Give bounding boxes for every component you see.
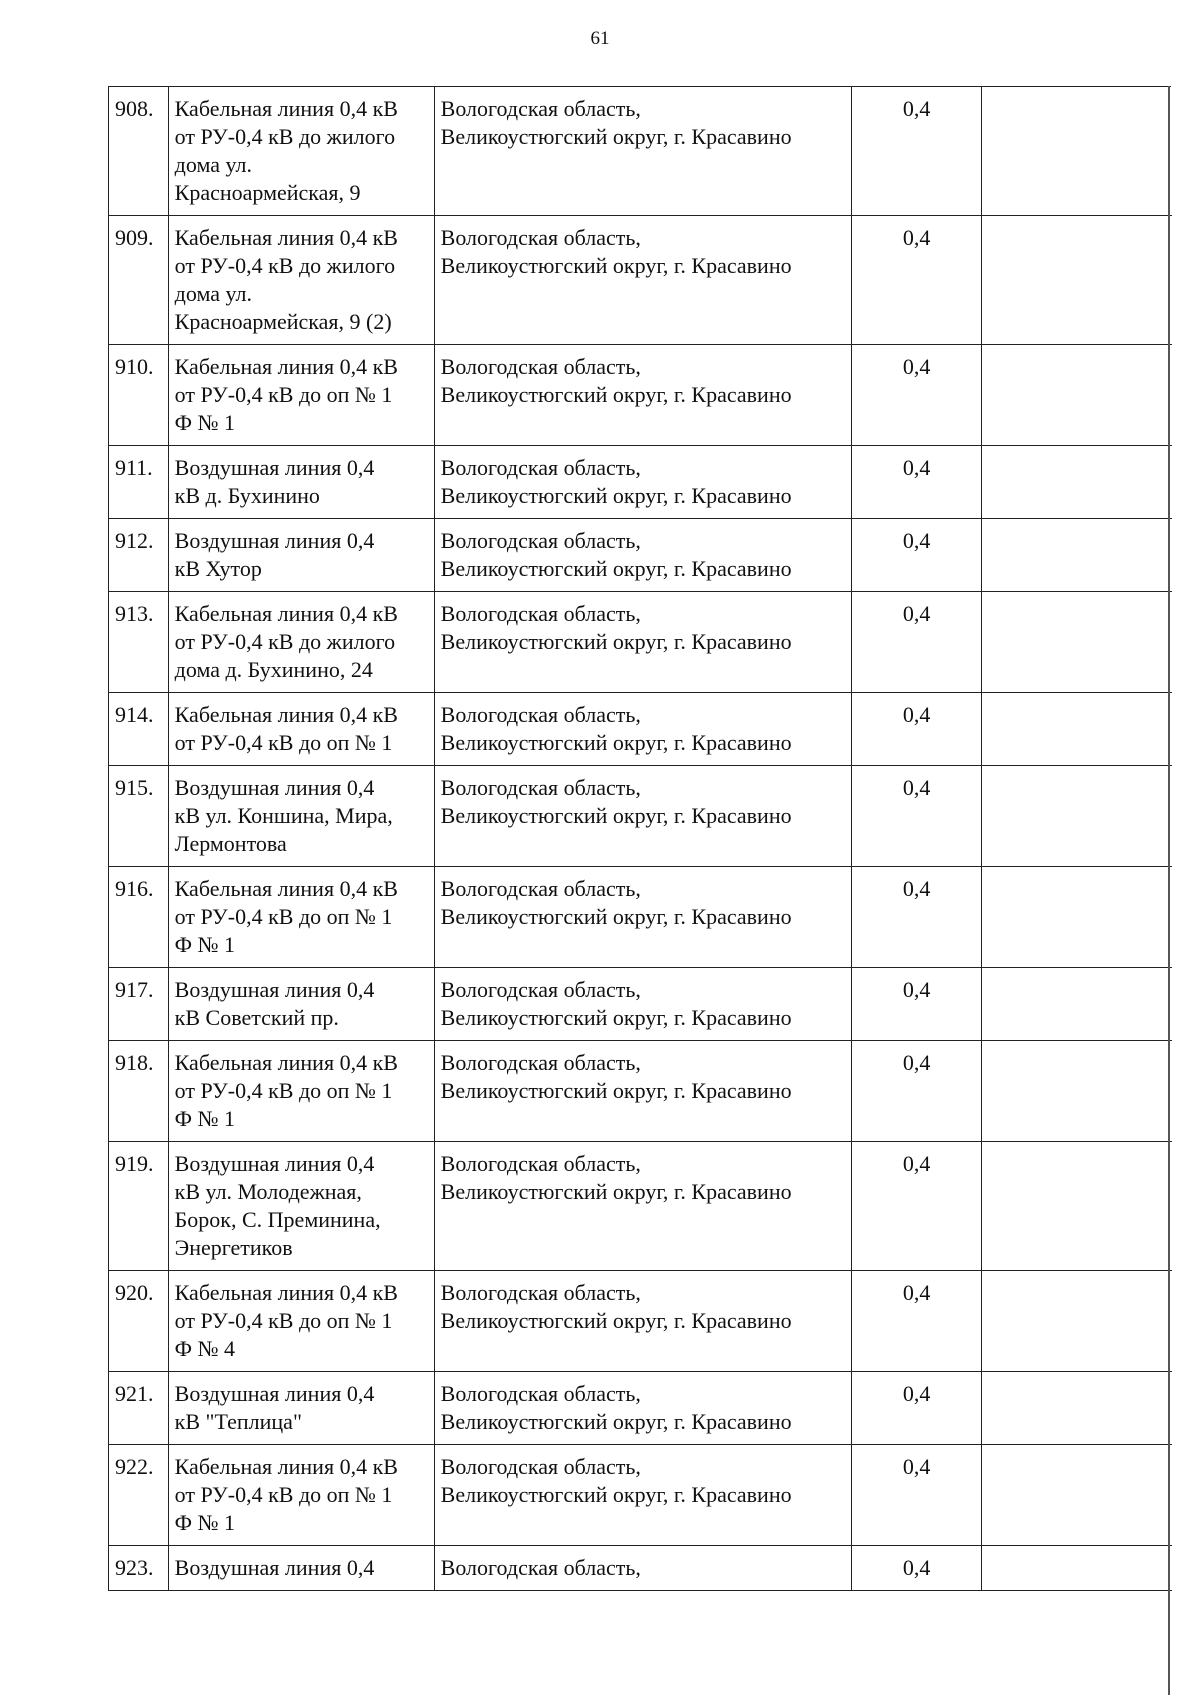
row-number: 913. — [109, 592, 169, 693]
table-row — [109, 1445, 1172, 1546]
empty-cell — [981, 216, 1171, 345]
line-name: Воздушная линия 0,4 кВ "Теплица" — [168, 1372, 434, 1445]
table-row — [109, 519, 1172, 592]
line-address: Вологодская область, Великоустюгский округ, г. Красавино — [434, 216, 852, 345]
line-voltage: 0,4 — [852, 766, 981, 867]
empty-cell — [981, 592, 1171, 693]
table-row — [109, 216, 1172, 345]
line-address: Вологодская область, Великоустюгский округ, г. Красавино — [434, 519, 852, 592]
empty-cell — [981, 1271, 1171, 1372]
line-voltage: 0,4 — [852, 1271, 981, 1372]
line-address: Вологодская область, Великоустюгский округ, г. Красавино — [434, 1041, 852, 1142]
empty-cell — [981, 446, 1171, 519]
line-name: Кабельная линия 0,4 кВ от РУ-0,4 кВ до жилого дома д. Бухинино, 24 — [168, 592, 434, 693]
line-address: Вологодская область, Великоустюгский округ, г. Красавино — [434, 968, 852, 1041]
page-number: 61 — [590, 28, 610, 49]
table-row — [109, 693, 1172, 766]
line-voltage: 0,4 — [852, 1041, 981, 1142]
line-voltage: 0,4 — [852, 446, 981, 519]
table-row — [109, 87, 1172, 216]
line-name: Воздушная линия 0,4 — [168, 1546, 434, 1591]
empty-cell — [981, 968, 1171, 1041]
empty-cell — [981, 1041, 1171, 1142]
line-address: Вологодская область, Великоустюгский округ, г. Красавино — [434, 87, 852, 216]
row-number: 923. — [109, 1546, 169, 1591]
table-row — [109, 446, 1172, 519]
line-address: Вологодская область, Великоустюгский округ, г. Красавино — [434, 1271, 852, 1372]
line-name: Кабельная линия 0,4 кВ от РУ-0,4 кВ до жилого дома ул. Красноармейская, 9 (2) — [168, 216, 434, 345]
line-name: Кабельная линия 0,4 кВ от РУ-0,4 кВ до оп № 1 Ф № 4 — [168, 1271, 434, 1372]
line-name: Воздушная линия 0,4 кВ ул. Коншина, Мира, Лермонтова — [168, 766, 434, 867]
row-number: 911. — [109, 446, 169, 519]
line-address: Вологодская область, Великоустюгский округ, г. Красавино — [434, 345, 852, 446]
line-name: Воздушная линия 0,4 кВ д. Бухинино — [168, 446, 434, 519]
empty-cell — [981, 766, 1171, 867]
table-row — [109, 1372, 1172, 1445]
line-voltage: 0,4 — [852, 1546, 981, 1591]
line-name: Воздушная линия 0,4 кВ Хутор — [168, 519, 434, 592]
empty-cell — [981, 1372, 1171, 1445]
table-row — [109, 1546, 1172, 1591]
line-address: Вологодская область, Великоустюгский округ, г. Красавино — [434, 1142, 852, 1271]
line-voltage: 0,4 — [852, 1445, 981, 1546]
line-name: Кабельная линия 0,4 кВ от РУ-0,4 кВ до оп № 1 Ф № 1 — [168, 1041, 434, 1142]
row-number: 910. — [109, 345, 169, 446]
table-row — [109, 592, 1172, 693]
row-number: 912. — [109, 519, 169, 592]
line-voltage: 0,4 — [852, 592, 981, 693]
row-number: 915. — [109, 766, 169, 867]
row-number: 916. — [109, 867, 169, 968]
table-row — [109, 867, 1172, 968]
line-name: Кабельная линия 0,4 кВ от РУ-0,4 кВ до оп № 1 Ф № 1 — [168, 1445, 434, 1546]
row-number: 919. — [109, 1142, 169, 1271]
row-number: 922. — [109, 1445, 169, 1546]
table-row — [109, 968, 1172, 1041]
empty-cell — [981, 1445, 1171, 1546]
empty-cell — [981, 87, 1171, 216]
line-address: Вологодская область, Великоустюгский округ, г. Красавино — [434, 1372, 852, 1445]
table-row — [109, 1041, 1172, 1142]
line-voltage: 0,4 — [852, 1142, 981, 1271]
line-voltage: 0,4 — [852, 87, 981, 216]
line-name: Кабельная линия 0,4 кВ от РУ-0,4 кВ до оп № 1 Ф № 1 — [168, 867, 434, 968]
line-voltage: 0,4 — [852, 216, 981, 345]
empty-cell — [981, 1142, 1171, 1271]
line-address: Вологодская область, Великоустюгский округ, г. Красавино — [434, 766, 852, 867]
line-voltage: 0,4 — [852, 867, 981, 968]
row-number: 908. — [109, 87, 169, 216]
line-voltage: 0,4 — [852, 693, 981, 766]
line-voltage: 0,4 — [852, 968, 981, 1041]
line-voltage: 0,4 — [852, 1372, 981, 1445]
empty-cell — [981, 1546, 1171, 1591]
line-address: Вологодская область, Великоустюгский округ, г. Красавино — [434, 867, 852, 968]
table-row — [109, 1142, 1172, 1271]
row-number: 918. — [109, 1041, 169, 1142]
line-address: Вологодская область, Великоустюгский округ, г. Красавино — [434, 693, 852, 766]
line-voltage: 0,4 — [852, 345, 981, 446]
table-row — [109, 766, 1172, 867]
row-number: 909. — [109, 216, 169, 345]
line-voltage: 0,4 — [852, 519, 981, 592]
empty-cell — [981, 867, 1171, 968]
line-name: Кабельная линия 0,4 кВ от РУ-0,4 кВ до жилого дома ул. Красноармейская, 9 — [168, 87, 434, 216]
line-name: Кабельная линия 0,4 кВ от РУ-0,4 кВ до оп № 1 — [168, 693, 434, 766]
row-number: 917. — [109, 968, 169, 1041]
table-row — [109, 1271, 1172, 1372]
table-body — [109, 87, 1172, 1591]
empty-cell — [981, 345, 1171, 446]
row-number: 921. — [109, 1372, 169, 1445]
row-number: 914. — [109, 693, 169, 766]
line-address: Вологодская область, Великоустюгский округ, г. Красавино — [434, 446, 852, 519]
line-name: Воздушная линия 0,4 кВ Советский пр. — [168, 968, 434, 1041]
empty-cell — [981, 519, 1171, 592]
line-name: Кабельная линия 0,4 кВ от РУ-0,4 кВ до оп № 1 Ф № 1 — [168, 345, 434, 446]
line-address: Вологодская область, Великоустюгский округ, г. Красавино — [434, 592, 852, 693]
power-lines-table — [108, 86, 1172, 1591]
right-border-line — [1168, 86, 1170, 1695]
empty-cell — [981, 693, 1171, 766]
line-name: Воздушная линия 0,4 кВ ул. Молодежная, Борок, С. Преминина, Энергетиков — [168, 1142, 434, 1271]
table-row — [109, 345, 1172, 446]
row-number: 920. — [109, 1271, 169, 1372]
line-address: Вологодская область, — [434, 1546, 852, 1591]
line-address: Вологодская область, Великоустюгский округ, г. Красавино — [434, 1445, 852, 1546]
